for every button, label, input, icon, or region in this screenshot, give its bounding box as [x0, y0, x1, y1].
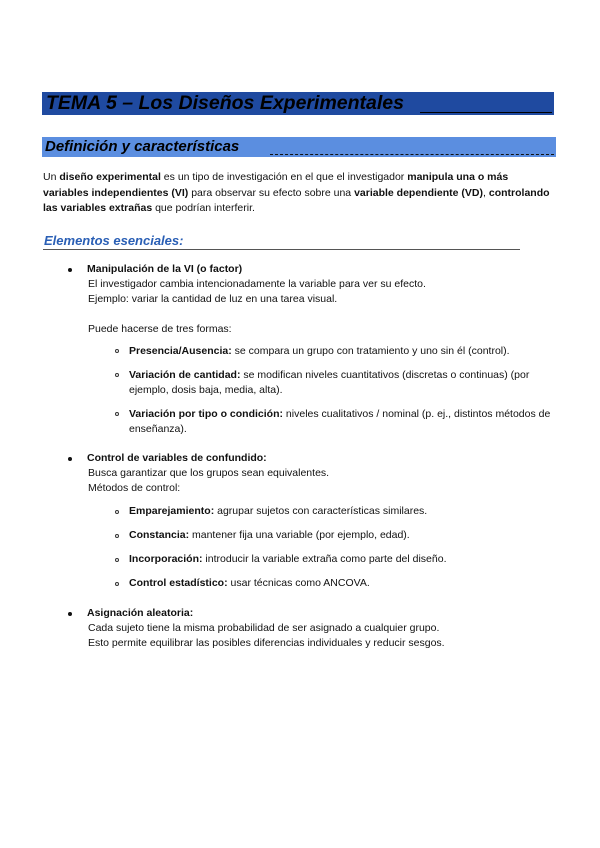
list-item-heading: Asignación aleatoria: — [87, 607, 194, 619]
bullet-icon — [68, 612, 72, 616]
sub-item-label: Control estadístico: — [129, 577, 228, 589]
sub-item-text: agrupar sujetos con características similares. — [214, 505, 428, 517]
intro-text: para observar su efecto sobre una — [188, 186, 355, 199]
intro-text: Un — [43, 171, 60, 183]
section-heading: Definición y características — [45, 138, 240, 155]
list-item-line: Puede hacerse de tres formas: — [88, 323, 232, 335]
sub-item-label: Incorporación: — [129, 553, 203, 565]
sub-item-label: Emparejamiento: — [129, 505, 215, 517]
sub-bullet-icon — [115, 510, 119, 514]
title-underline — [420, 112, 552, 113]
sub-list-item — [129, 528, 559, 543]
sub-list-item — [129, 407, 559, 437]
sub-item-text: niveles cualitativos / nominal (p. ej., distintos métodos de enseñanza). — [129, 408, 551, 435]
intro-bold: manipula una o más variables independientes (VI) — [43, 171, 509, 199]
list-item-line: Esto permite equilibrar las posibles diferencias individuales y reducir sesgos. — [88, 637, 445, 649]
list-item-heading: Control de variables de confundido: — [87, 452, 267, 464]
list-item-line: Ejemplo: variar la cantidad de luz en una tarea visual. — [88, 293, 338, 305]
sub-item-label: Variación por tipo o condición: — [129, 408, 284, 420]
sub-list-item — [129, 344, 559, 359]
intro-paragraph — [43, 170, 553, 217]
section-heading-dashes — [270, 154, 554, 155]
sub-item-text: mantener fija una variable (por ejemplo, edad). — [189, 529, 410, 541]
title-banner — [42, 92, 554, 115]
intro-text: , — [483, 186, 489, 199]
intro-bold: variable dependiente (VD) — [354, 186, 484, 199]
sub-item-label: Constancia: — [129, 529, 190, 541]
section-heading-banner — [42, 137, 556, 157]
intro-bold: diseño experimental — [59, 171, 161, 183]
sub-item-label: Variación de cantidad: — [129, 369, 241, 381]
sub-item-text: se compara un grupo con tratamiento y uno sin él (control). — [231, 345, 510, 357]
list-item-line: Cada sujeto tiene la misma probabilidad de ser asignado a cualquier grupo. — [88, 622, 440, 634]
intro-bold: controlando las variables extrañas — [43, 186, 550, 214]
sub-list-item — [129, 552, 559, 567]
sub-list-item — [129, 576, 559, 591]
bullet-icon — [68, 457, 72, 461]
list-item-line: Métodos de control: — [88, 482, 181, 494]
sub-item-text: se modifican niveles cuantitativos (discretas o continuas) (por ejemplo, dosis baja, media, alta). — [129, 369, 530, 396]
bullet-icon — [68, 268, 72, 272]
intro-text: es un tipo de investigación en el que el investigador — [160, 171, 408, 183]
list-item-line: Busca garantizar que los grupos sean equivalentes. — [88, 467, 330, 479]
sub-bullet-icon — [115, 558, 119, 562]
intro-text: que podrían interferir. — [152, 202, 255, 214]
document-title: TEMA 5 – Los Diseños Experimentales — [46, 92, 404, 114]
sub-list-item — [129, 368, 559, 398]
sub-bullet-icon — [115, 349, 119, 353]
sub-bullet-icon — [115, 373, 119, 377]
subheading-text: Elementos esenciales: — [44, 233, 184, 248]
list-item-heading: Manipulación de la VI (o factor) — [87, 263, 243, 275]
sub-bullet-icon — [115, 582, 119, 586]
sub-bullet-icon — [115, 534, 119, 538]
list-item-line: El investigador cambia intencionadamente la variable para ver su efecto. — [88, 278, 426, 290]
sub-list-item — [129, 504, 559, 519]
sub-item-text: introducir la variable extraña como parte del diseño. — [202, 553, 447, 565]
sub-item-label: Presencia/Ausencia: — [129, 345, 232, 357]
subheading — [43, 232, 520, 250]
sub-bullet-icon — [115, 412, 119, 416]
sub-item-text: usar técnicas como ANCOVA. — [227, 577, 370, 589]
